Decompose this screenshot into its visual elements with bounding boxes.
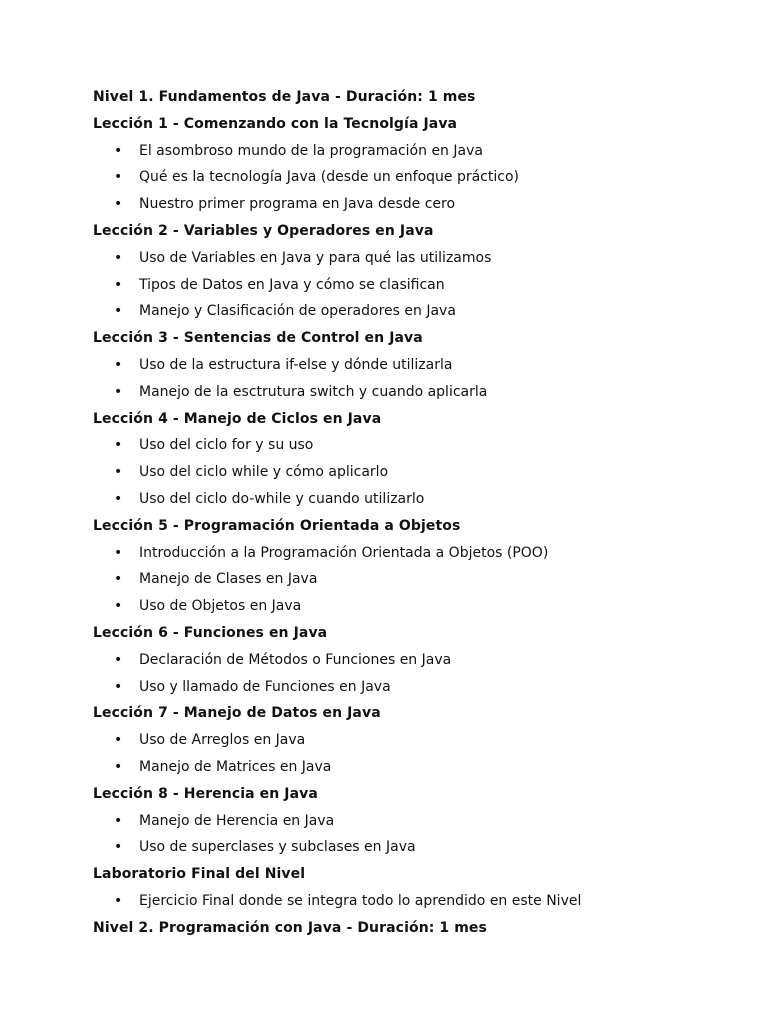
bullet-icon: • xyxy=(114,249,123,266)
bullet-item xyxy=(93,298,733,325)
bullet-item xyxy=(93,486,733,513)
bullet-icon: • xyxy=(114,892,123,909)
bullet-item xyxy=(93,164,733,191)
bullet-text: Introducción a la Programación Orientada a Objetos (POO) xyxy=(139,544,549,561)
bullet-text: Ejercicio Final donde se integra todo lo aprendido en este Nivel xyxy=(139,892,582,909)
bullet-item xyxy=(93,647,733,674)
bullet-icon: • xyxy=(114,383,123,400)
bullet-item xyxy=(93,245,733,272)
bullet-text: Nuestro primer programa en Java desde cero xyxy=(139,196,456,213)
bullet-item xyxy=(93,379,733,406)
bullet-icon: • xyxy=(114,544,123,561)
bullet-icon: • xyxy=(114,571,123,588)
bullet-item xyxy=(93,593,733,620)
bullet-item xyxy=(93,834,733,861)
document-body xyxy=(93,84,733,942)
section-heading: Lección 4 - Manejo de Ciclos en Java xyxy=(93,410,382,427)
section-heading: Lección 1 - Comenzando con la Tecnolgía Java xyxy=(93,115,458,132)
bullet-text: Uso del ciclo while y cómo aplicarlo xyxy=(139,464,389,481)
bullet-icon: • xyxy=(114,732,123,749)
bullet-icon: • xyxy=(114,142,123,159)
bullet-item xyxy=(93,888,733,915)
section-heading: Lección 2 - Variables y Operadores en Java xyxy=(93,222,434,239)
bullet-item xyxy=(93,566,733,593)
bullet-text: Uso del ciclo do-while y cuando utilizarlo xyxy=(139,490,425,507)
section-heading: Lección 6 - Funciones en Java xyxy=(93,624,328,641)
bullet-text: Uso del ciclo for y su uso xyxy=(139,437,314,454)
bullet-item xyxy=(93,352,733,379)
bullet-icon: • xyxy=(114,169,123,186)
bullet-text: Manejo de Herencia en Java xyxy=(139,812,335,829)
bullet-icon: • xyxy=(114,196,123,213)
bullet-text: Uso de Arreglos en Java xyxy=(139,732,306,749)
bullet-text: Tipos de Datos en Java y cómo se clasifican xyxy=(139,276,445,293)
bullet-item xyxy=(93,674,733,701)
bullet-item xyxy=(93,754,733,781)
bullet-text: Uso y llamado de Funciones en Java xyxy=(139,678,391,695)
section-heading: Nivel 2. Programación con Java - Duración: 1 mes xyxy=(93,919,487,936)
bullet-text: Declaración de Métodos o Funciones en Java xyxy=(139,651,452,668)
bullet-icon: • xyxy=(114,437,123,454)
bullet-text: Manejo de Clases en Java xyxy=(139,571,318,588)
bullet-text: Uso de la estructura if-else y dónde utilizarla xyxy=(139,356,453,373)
bullet-text: Uso de Objetos en Java xyxy=(139,598,302,615)
section-heading: Nivel 1. Fundamentos de Java - Duración: 1 mes xyxy=(93,89,476,105)
bullet-text: Uso de superclases y subclases en Java xyxy=(139,839,416,856)
bullet-icon: • xyxy=(114,490,123,507)
bullet-item xyxy=(93,727,733,754)
bullet-item xyxy=(93,808,733,835)
bullet-item xyxy=(93,191,733,218)
bullet-icon: • xyxy=(114,598,123,615)
bullet-text: Uso de Variables en Java y para qué las utilizamos xyxy=(139,249,492,266)
bullet-icon: • xyxy=(114,464,123,481)
section-heading: Lección 8 - Herencia en Java xyxy=(93,785,318,802)
bullet-icon: • xyxy=(114,651,123,668)
bullet-icon: • xyxy=(114,758,123,775)
bullet-item xyxy=(93,138,733,165)
section-heading: Laboratorio Final del Nivel xyxy=(93,866,306,883)
bullet-item xyxy=(93,432,733,459)
bullet-text: Qué es la tecnología Java (desde un enfoque práctico) xyxy=(139,169,519,186)
bullet-text: Manejo de la esctrutura switch y cuando aplicarla xyxy=(139,383,488,400)
bullet-icon: • xyxy=(114,812,123,829)
bullet-icon: • xyxy=(114,839,123,856)
bullet-text: El asombroso mundo de la programación en Java xyxy=(139,142,483,159)
bullet-item xyxy=(93,540,733,567)
bullet-text: Manejo y Clasificación de operadores en Java xyxy=(139,303,456,320)
bullet-text: Manejo de Matrices en Java xyxy=(139,758,332,775)
section-heading: Lección 5 - Programación Orientada a Objetos xyxy=(93,517,461,534)
section-heading: Lección 3 - Sentencias de Control en Java xyxy=(93,330,423,347)
bullet-icon: • xyxy=(114,356,123,373)
bullet-icon: • xyxy=(114,276,123,293)
bullet-icon: • xyxy=(114,303,123,320)
bullet-item xyxy=(93,272,733,299)
section-heading: Lección 7 - Manejo de Datos en Java xyxy=(93,705,381,722)
bullet-item xyxy=(93,459,733,486)
bullet-icon: • xyxy=(114,678,123,695)
